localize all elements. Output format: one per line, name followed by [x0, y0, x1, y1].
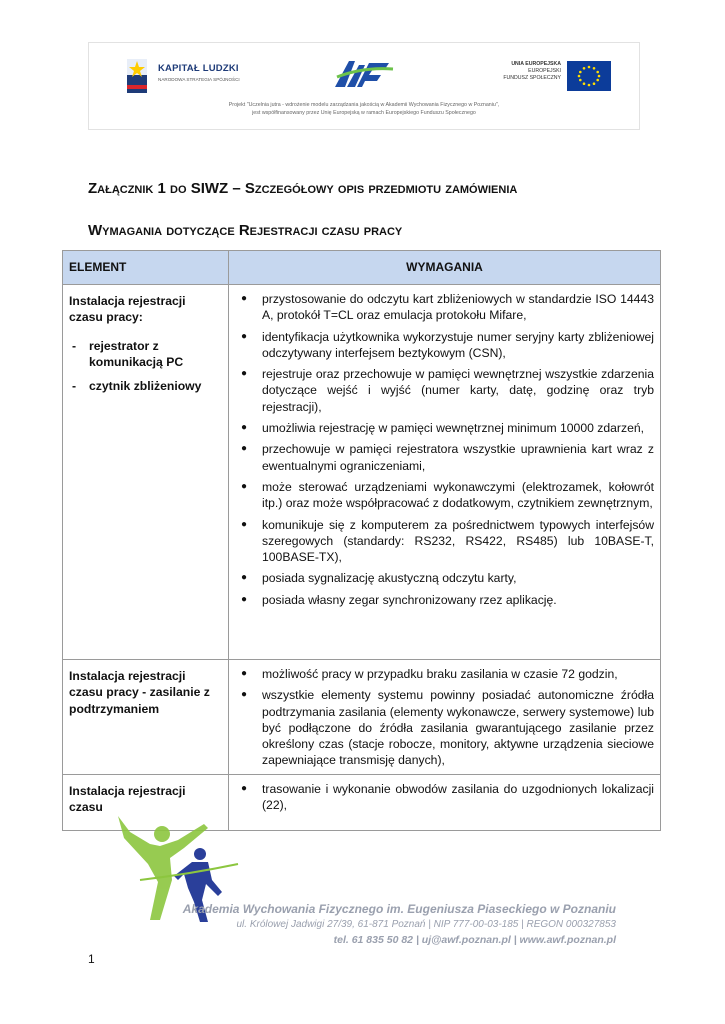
- element-name: Instalacja rejestracji czasu pracy:: [69, 294, 186, 325]
- element-sub-item: [69, 378, 222, 394]
- requirement-item: [235, 479, 654, 512]
- bullet-icon: ●: [241, 593, 248, 605]
- kapital-ludzki-emblem-icon: [125, 57, 149, 95]
- element-cell: [63, 285, 229, 660]
- table-row: [63, 285, 661, 660]
- requirement-item: [235, 687, 654, 768]
- kl-subtitle: NARODOWA STRATEGIA SPÓJNOŚCI: [158, 77, 240, 82]
- sub-item-text: czytnik zbliżeniowy: [89, 379, 202, 394]
- kl-title: KAPITAŁ LUDZKI: [158, 63, 239, 74]
- requirements-list: [235, 291, 654, 608]
- bullet-icon: ●: [241, 293, 248, 304]
- bullet-icon: ●: [241, 422, 248, 434]
- requirement-item: [235, 420, 654, 436]
- requirement-text: identyfikacja użytkownika wykorzystuje numer seryjny karty zbliżeniowej odczytywany interfejsem beztykowym (CSN),: [262, 329, 654, 360]
- requirement-item: [235, 517, 654, 566]
- project-line-2: jest współfinansowany przez Unię Europejską w ramach Europejskiego Funduszu Społecznego: [252, 110, 476, 116]
- bullet-icon: ●: [241, 689, 248, 701]
- requirement-text: wszystkie elementy systemu powinny posiadać autonomiczne źródła podtrzymania zasilania (elementy wykonawcze, serwery systemowe) lub być podłączone do źródła zasilania gwarantującego zasilanie przez określony czas (stacje robocze, monitory, aktywne urządzenia sieciowe zapewniające transmisję danych),: [262, 688, 654, 768]
- requirement-text: umożliwia rejestrację w pamięci wewnętrznej minimum 10000 zdarzeń,: [262, 421, 645, 436]
- requirement-text: posiada własny zegar synchronizowany rzez aplikację.: [262, 592, 557, 607]
- requirement-item: [235, 570, 654, 586]
- requirement-text: rejestruje oraz przechowuje w pamięci wewnętrznej wszystkie zdarzenia dotyczące wejść i wyjść (numer karty, datę, godzinę oraz tryb rejestracji),: [262, 367, 654, 414]
- requirement-text: przechowuje w pamięci rejestratora wszystkie uprawnienia kart wraz z ewentualnymi ograniczeniami,: [262, 442, 654, 473]
- requirement-item: [235, 592, 654, 608]
- bullet-icon: ●: [241, 783, 248, 794]
- requirement-item: [235, 781, 654, 814]
- eu-flag-icon: [567, 61, 611, 91]
- footer-address: ul. Królowej Jadwigi 27/39, 61-871 Poznań | NIP 777-00-03-185 | REGON 000327853: [236, 919, 616, 930]
- eu-logo: [461, 59, 611, 93]
- requirement-text: posiada sygnalizację akustyczną odczytu karty,: [262, 571, 517, 586]
- requirements-list: [235, 781, 654, 814]
- requirements-cell: [229, 285, 661, 660]
- requirement-item: [235, 441, 654, 474]
- requirement-text: może sterować urządzeniami wykonawczymi (elektrozamek, kołowrót itp.) oraz może współpracować z dodatkowym, czytnikiem zewnętrznym,: [262, 479, 654, 511]
- bullet-icon: ●: [241, 518, 248, 530]
- attachment-heading: Załącznik 1 do SIWZ – Szczegółowy opis przedmiotu zamówienia: [88, 180, 518, 197]
- dash-marker-icon: -: [72, 379, 77, 394]
- footer-banner: [100, 810, 634, 962]
- header-banner: [88, 42, 640, 130]
- sub-item-text: rejestrator z komunikacją PC: [89, 338, 184, 369]
- bullet-icon: ●: [241, 330, 248, 342]
- kapital-ludzki-logo: [125, 55, 255, 97]
- project-info: [89, 101, 639, 117]
- element-name: Instalacja rejestracji czasu pracy - zasilanie z podtrzymaniem: [69, 669, 210, 716]
- bullet-icon: ●: [241, 368, 248, 380]
- eu-line-2: EUROPEJSKI: [528, 68, 561, 74]
- project-line-1: Projekt "Uczelnia jutra - wdrożenie modelu zarządzania jakością w Akademii Wychowania Fizycznego w Poznaniu",: [228, 102, 500, 108]
- requirements-table: [62, 250, 661, 831]
- awf-logo: [333, 57, 395, 91]
- requirement-text: trasowanie i wykonanie obwodów zasilania do uzgodnionych lokalizacji (22),: [262, 782, 654, 813]
- eu-line-3: FUNDUSZ SPOŁECZNY: [503, 75, 561, 81]
- element-cell: [63, 660, 229, 775]
- eu-line-1: UNIA EUROPEJSKA: [511, 61, 561, 67]
- page-number: 1: [88, 952, 95, 966]
- requirement-item: [235, 329, 654, 362]
- element-sub-list: [69, 338, 222, 395]
- column-header-requirements: WYMAGANIA: [229, 251, 661, 285]
- column-header-element: ELEMENT: [63, 251, 229, 285]
- awf-logo-icon: [333, 57, 395, 91]
- requirement-item: [235, 291, 654, 324]
- requirement-text: możliwość pracy w przypadku braku zasilania w czasie 72 godzin,: [262, 667, 618, 681]
- bullet-icon: ●: [241, 668, 248, 679]
- element-name: Instalacja rejestracji czasu: [69, 784, 186, 815]
- dash-marker-icon: -: [72, 338, 77, 353]
- bullet-icon: ●: [241, 480, 248, 492]
- table-row: [63, 660, 661, 775]
- requirements-cell: [229, 660, 661, 775]
- element-sub-item: [69, 338, 222, 371]
- footer-institution: Akademia Wychowania Fizycznego im. Eugeniusza Piaseckiego w Poznaniu: [182, 902, 616, 916]
- requirement-text: przystosowanie do odczytu kart zbliżeniowych w standardzie ISO 14443 A, protokół T=CL oraz emulacja protokołu Mifare,: [262, 292, 654, 323]
- requirement-text: komunikuje się z komputerem za pośrednictwem typowych interfejsów szeregowych (standardy: RS232, RS422, RS485) lub 10BASE-T, 100BASE-TX),: [262, 517, 654, 565]
- requirement-item: [235, 366, 654, 415]
- bullet-icon: ●: [241, 443, 248, 455]
- eu-text: [503, 61, 561, 82]
- table-header-row: [63, 251, 661, 285]
- requirements-list: [235, 666, 654, 769]
- requirement-item: [235, 666, 654, 682]
- requirements-heading: Wymagania dotyczące Rejestracji czasu pracy: [88, 222, 403, 239]
- footer-contact: tel. 61 835 50 82 | uj@awf.poznan.pl | www.awf.poznan.pl: [333, 934, 616, 946]
- bullet-icon: ●: [241, 572, 248, 584]
